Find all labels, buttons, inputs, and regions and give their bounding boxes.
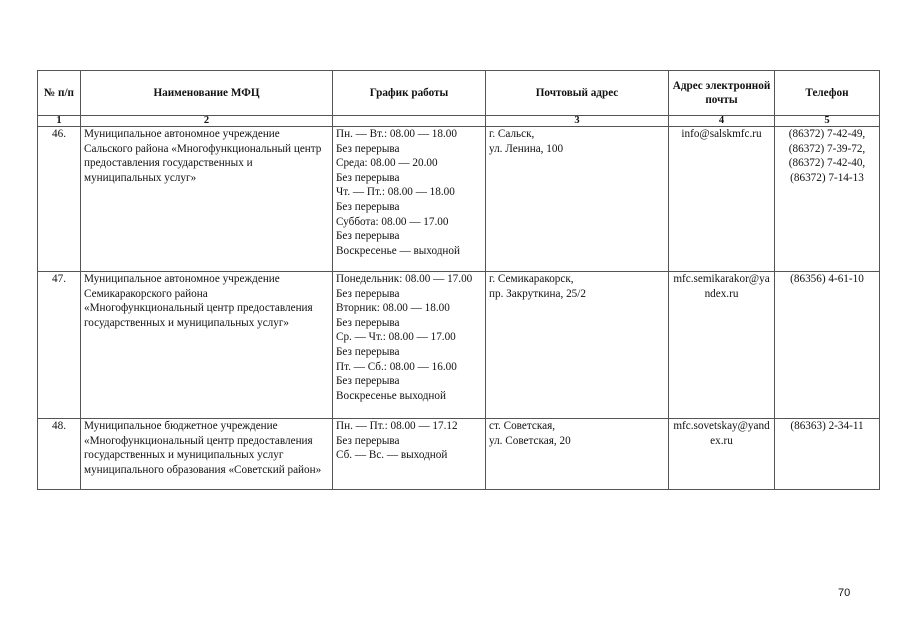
header-schedule: График работы	[333, 71, 486, 116]
schedule-line: Без перерыва	[336, 316, 400, 329]
email-address[interactable]: mfc.semikarakor@yandex.ru	[669, 272, 775, 419]
schedule-line: Без перерыва	[336, 230, 400, 243]
address-line: г. Сальск,	[489, 128, 535, 140]
email-address[interactable]: info@salskmfc.ru	[669, 127, 775, 272]
column-number: 2	[81, 116, 333, 127]
schedule-line: Сб. — Вс. — выходной	[336, 449, 448, 462]
column-number: 4	[669, 116, 775, 127]
schedule-line: Воскресенье выходной	[336, 389, 446, 402]
schedule-line: Без перерыва	[336, 200, 400, 213]
phone-line: (86372) 7-42-49,	[788, 128, 866, 140]
phone-numbers	[775, 419, 880, 490]
work-schedule	[333, 419, 486, 490]
phone-numbers	[775, 127, 880, 272]
schedule-line: Вторник: 08.00 — 18.00	[336, 302, 450, 315]
postal-address	[486, 419, 669, 490]
schedule-line: Чт. — Пт.: 08.00 — 18.00	[336, 186, 455, 199]
phone-line: (86356) 4-61-10	[790, 273, 864, 285]
mfc-name: Муниципальное бюджетное учреждение «Многофункциональный центр предоставления государственных и муниципальных услуг муниципального образования «Советский район»	[81, 419, 333, 490]
row-number: 46.	[38, 127, 81, 272]
page-number: 70	[838, 587, 851, 599]
schedule-line: Без перерыва	[336, 434, 400, 447]
header-address: Почтовый адрес	[486, 71, 669, 116]
schedule-line: Без перерыва	[336, 345, 400, 358]
mfc-table	[37, 70, 880, 490]
header-email: Адрес электронной почты	[669, 71, 775, 116]
schedule-line: Ср. — Чт.: 08.00 — 17.00	[336, 331, 456, 344]
phone-line: (86372) 7-14-13	[790, 171, 864, 184]
address-line: ул. Советская, 20	[489, 434, 571, 447]
column-number: 1	[38, 116, 81, 127]
schedule-line: Среда: 08.00 — 20.00	[336, 157, 438, 170]
header-row	[38, 71, 880, 116]
postal-address	[486, 272, 669, 419]
phone-line: (86372) 7-42-40,	[788, 157, 866, 170]
mfc-name: Муниципальное автономное учреждение Сальского района «Многофункциональный центр предоставления государственных и муниципальных услуг»	[81, 127, 333, 272]
work-schedule	[333, 127, 486, 272]
column-number: 3	[486, 116, 669, 127]
phone-line: (86372) 7-39-72,	[788, 142, 866, 155]
address-line: пр. Закруткина, 25/2	[489, 287, 586, 300]
table-row	[38, 127, 880, 272]
schedule-line: Без перерыва	[336, 171, 400, 184]
phone-line: (86363) 2-34-11	[790, 420, 864, 432]
phone-numbers	[775, 272, 880, 419]
table-row	[38, 272, 880, 419]
schedule-line: Без перерыва	[336, 142, 400, 155]
schedule-line: Без перерыва	[336, 375, 400, 388]
schedule-line: Пт. — Сб.: 08.00 — 16.00	[336, 360, 457, 373]
column-number	[333, 116, 486, 127]
work-schedule	[333, 272, 486, 419]
row-number: 48.	[38, 419, 81, 490]
header-name: Наименование МФЦ	[81, 71, 333, 116]
row-number: 47.	[38, 272, 81, 419]
postal-address	[486, 127, 669, 272]
schedule-line: Пн. — Вт.: 08.00 — 18.00	[336, 128, 457, 140]
address-line: ул. Ленина, 100	[489, 142, 564, 155]
column-number: 5	[775, 116, 880, 127]
schedule-line: Воскресенье — выходной	[336, 244, 460, 257]
schedule-line: Понедельник: 08.00 — 17.00	[336, 273, 473, 285]
address-line: ст. Советская,	[489, 420, 556, 432]
schedule-line: Без перерыва	[336, 287, 400, 300]
header-phone: Телефон	[775, 71, 880, 116]
address-line: г. Семикаракорск,	[489, 273, 574, 285]
mfc-name: Муниципальное автономное учреждение Семикаракорского района «Многофункциональный центр предоставления государственных и муниципальных услуг»	[81, 272, 333, 419]
schedule-line: Суббота: 08.00 — 17.00	[336, 215, 449, 228]
schedule-line: Пн. — Пт.: 08.00 — 17.12	[336, 420, 458, 432]
column-number-row	[38, 116, 880, 127]
email-address[interactable]: mfc.sovetskay@yandex.ru	[669, 419, 775, 490]
header-num: № п/п	[38, 71, 81, 116]
table-row	[38, 419, 880, 490]
